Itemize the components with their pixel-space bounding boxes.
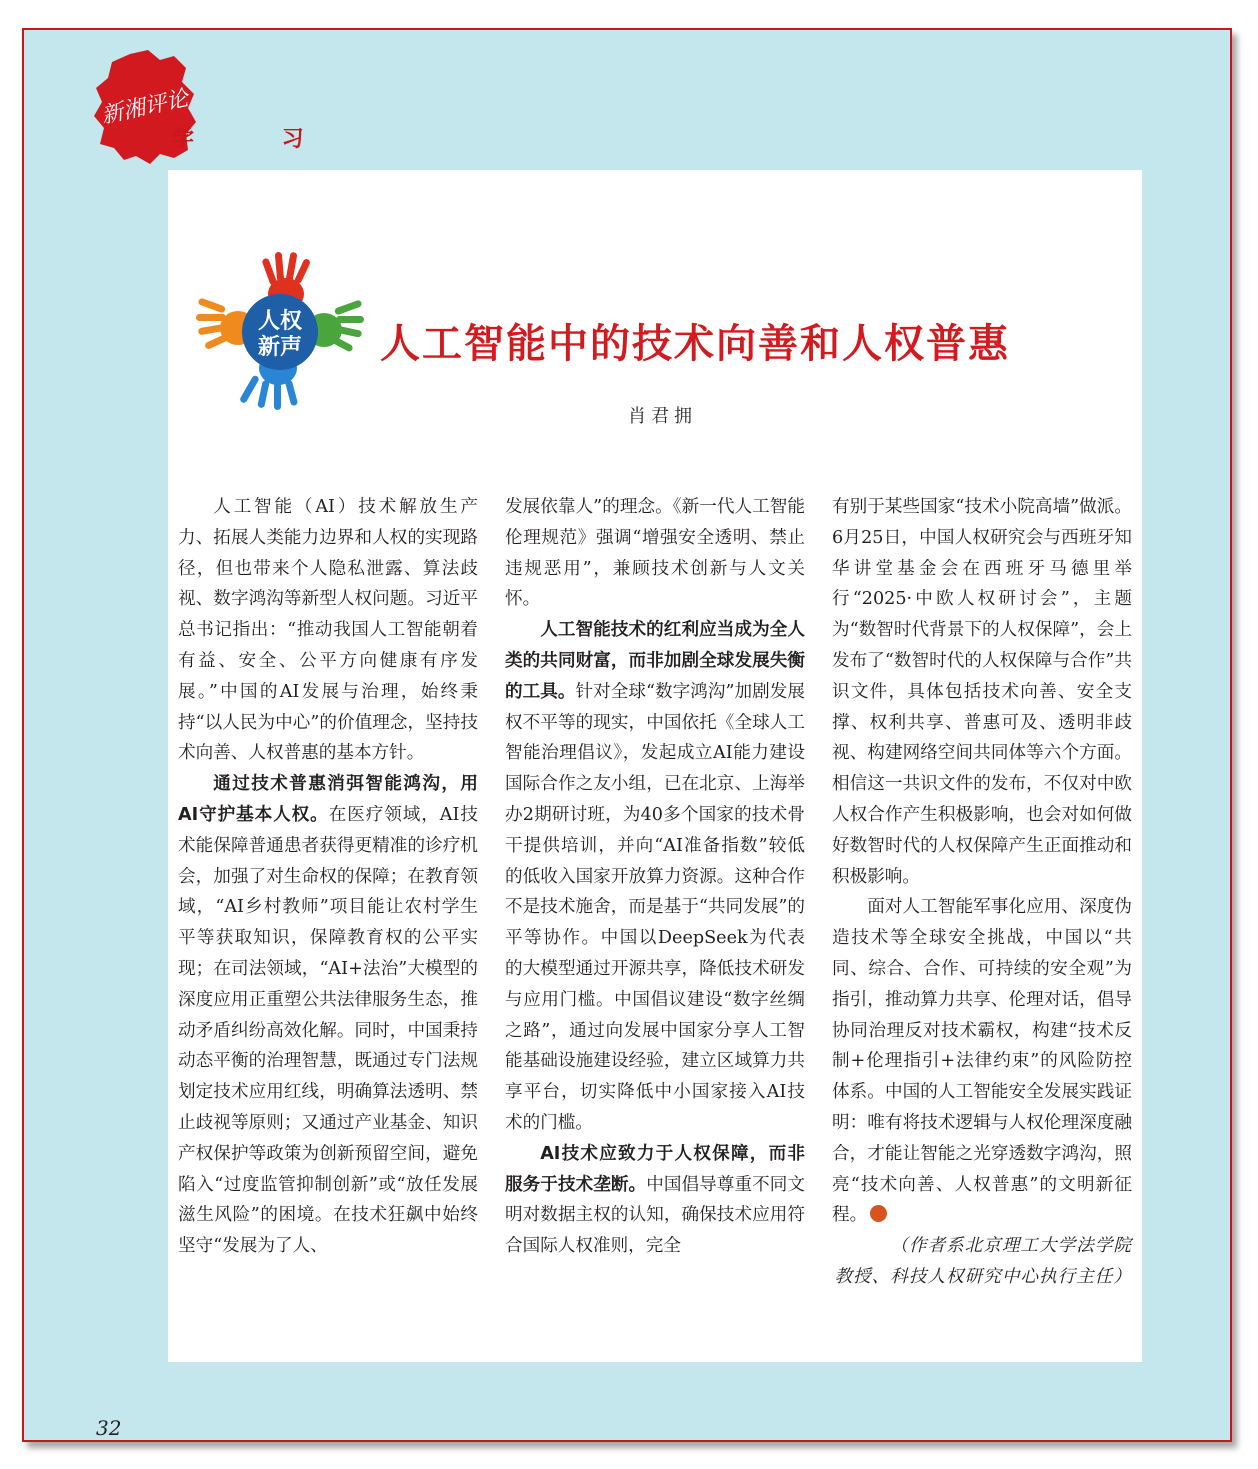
author-note-line-2: 教授、科技人权研究中心执行主任） bbox=[834, 1266, 1132, 1287]
text-column-2 bbox=[505, 492, 805, 1262]
paragraph-lead: 通过技术普惠消弭智能鸿沟，用AI守护基本人权。 bbox=[178, 774, 478, 825]
magazine-page bbox=[22, 28, 1232, 1442]
badge-line2: 新声 bbox=[257, 335, 303, 360]
human-rights-badge bbox=[194, 250, 364, 410]
end-mark-icon bbox=[870, 1205, 887, 1222]
paragraph bbox=[505, 615, 805, 1139]
paragraph-body: 中国倡导尊重不同文明对数据主权的认知，确保技术应用符合国际人权准则，完全 bbox=[505, 1174, 805, 1257]
paragraph: 有别于某些国家“技术小院高墙”做派。6月25日，中国人权研究会与西班牙知华讲堂基金会在西班牙马德里举行“2025·中欧人权研讨会”，主题为“数智时代背景下的人权保障”，会上发布了“数智时代的人权保障与合作”共识文件，具体包括技术向善、安全支撑、权利共享、普惠可及、透明非歧视、构建网络空间共同体等六个方面。相信这一共识文件的发布，不仅对中欧人权合作产生积极影响，也会对如何做好数智时代的人权保障产生正面推动和积极影响。 bbox=[832, 497, 1132, 887]
text-column-3 bbox=[832, 492, 1132, 1293]
article-title: 人工智能中的技术向善和人权普惠 bbox=[380, 320, 1010, 367]
paragraph: 发展依靠人”的理念。《新一代人工智能伦理规范》强调“增强安全透明、禁止违规恶用”，兼顾技术创新与人文关怀。 bbox=[505, 497, 805, 610]
page-number: 32 bbox=[96, 1416, 122, 1440]
author-note-line-1: （作者系北京理工大学法学院 bbox=[890, 1236, 1132, 1257]
paragraph bbox=[178, 769, 478, 1262]
badge-line1: 人权 bbox=[257, 309, 303, 334]
section-label: 学 习 bbox=[172, 127, 344, 152]
logo-text: 新湘评论 bbox=[99, 86, 191, 129]
article-panel bbox=[168, 170, 1142, 1362]
paragraph-body: 针对全球“数字鸿沟”加剧发展权不平等的现实，中国依托《全球人工智能治理倡议》，发起成立AI能力建设国际合作之友小组，已在北京、上海举办2期研讨班，为40多个国家的技术骨干提供培训，并向“AI准备指数”较低的低收入国家开放算力资源。这种合作不是技术施舍，而是基于“共同发展”的平等协作。中国以DeepSeek为代表的大模型通过开源共享，降低技术研发与应用门槛。中国倡议建设“数字丝绸之路”，通过向发展中国家分享人工智能基础设施建设经验，建立区域算力共享平台，切实降低中小国家接入AI技术的门槛。 bbox=[505, 681, 805, 1133]
text-column-1 bbox=[178, 492, 478, 1262]
paragraph bbox=[832, 892, 1132, 1231]
article-author: 肖君拥 bbox=[628, 406, 697, 427]
paragraph-lead: 人工智能技术的红利应当成为全人类的共同财富，而非加剧全球发展失衡的工具。 bbox=[505, 620, 805, 702]
paragraph bbox=[505, 1139, 805, 1262]
paragraph-body: 在医疗领域，AI技术能保障普通患者获得更精准的诊疗机会，加强了对生命权的保障；在教育领域，“AI乡村教师”项目能让农村学生平等获取知识，保障教育权的公平实现；在司法领域，“AI+法治”大模型的深度应用正重塑公共法律服务生态，推动矛盾纠纷高效化解。同时，中国秉持动态平衡的治理智慧，既通过专门法规划定技术应用红线，明确算法透明、禁止歧视等原则；又通过产业基金、知识产权保护等政策为创新预留空间，避免陷入“过度监管抑制创新”或“放任发展滋生风险”的困境。在技术狂飙中始终坚守“发展为了人、 bbox=[178, 804, 478, 1257]
paragraph-lead: AI技术应致力于人权保障，而非服务于技术垄断。 bbox=[505, 1143, 805, 1195]
paragraph: 人工智能（AI）技术解放生产力、拓展人类能力边界和人权的实现路径，但也带来个人隐私泄露、算法歧视、数字鸿沟等新型人权问题。习近平总书记指出：“推动我国人工智能朝着有益、安全、公平方向健康有序发展。”中国的AI发展与治理，始终秉持“以人民为中心”的价值理念，坚持技术向善、人权普惠的基本方针。 bbox=[178, 497, 478, 764]
paragraph-body: 面对人工智能军事化应用、深度伪造技术等全球安全挑战，中国以“共同、综合、合作、可持续的安全观”为指引，推动算力共享、伦理对话，倡导协同治理反对技术霸权，构建“技术反制+伦理指引+法律约束”的风险防控体系。中国的人工智能安全发展实践证明：唯有将技术逻辑与人权伦理深度融合，才能让智能之光穿透数字鸿沟，照亮“技术向善、人权普惠”的文明新征程。 bbox=[832, 897, 1132, 1226]
